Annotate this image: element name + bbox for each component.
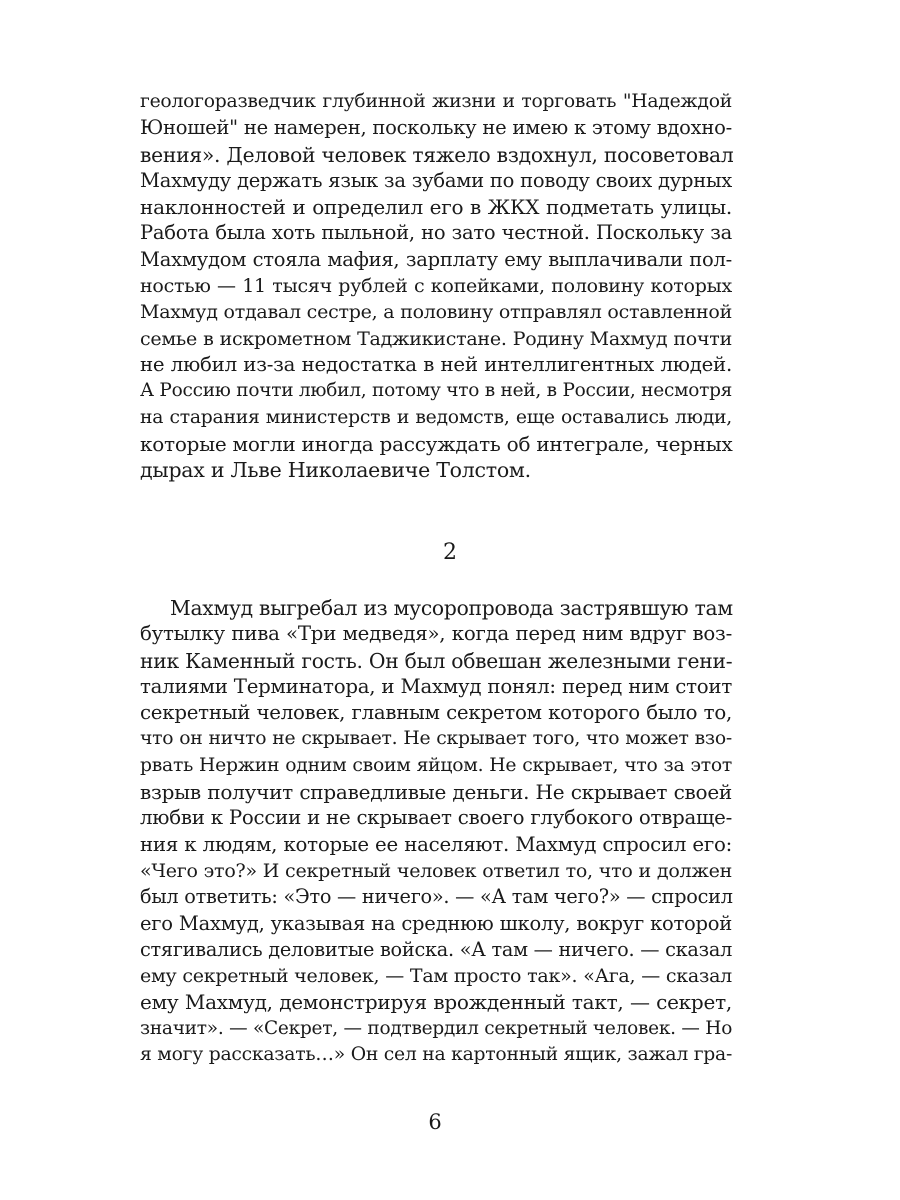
page-number: 6 <box>428 1110 442 1134</box>
paragraph-1 <box>140 89 732 483</box>
text-line: которые могли иногда рассуждать об интеграле, черных <box>140 431 733 456</box>
text-line: я могу рассказать…» Он сел на картонный ящик, зажал гра- <box>140 1044 733 1066</box>
text-line: Махмуд отдавал сестре, а половину отправлял оставленной <box>140 301 732 324</box>
text-line: Махмуду держать язык за зубами по поводу своих дурных <box>140 168 732 192</box>
text-line: его Махмуд, указывая на среднюю школу, вокруг которой <box>140 911 732 935</box>
text-line: Махмуд выгребал из мусоропровода застрявшую там <box>170 596 733 620</box>
paragraph-2 <box>140 595 732 1068</box>
text-line: А Россию почти любил, потому что в ней, в России, несмотря <box>140 380 733 402</box>
text-line: ему секретный человек, — Там просто так». «Ага, — сказал <box>140 965 732 988</box>
text-line: любви к России и не скрывает своего глубокого отвраще- <box>140 806 732 830</box>
text-line: ник Каменный гость. Он был обвешан железными гени- <box>140 648 733 673</box>
text-line: был ответить: «Это — ничего». — «А там чего?» — спросил <box>140 885 733 909</box>
text-line: что он ничто не скрывает. Не скрывает того, что может взо- <box>140 728 732 750</box>
text-line: «Чего это?» И секретный человек ответил то, что и должен <box>140 859 732 882</box>
text-line: семье в искрометном Таджикистане. Родину Махмуд почти <box>140 327 732 350</box>
text-line: Махмудом стояла мафия, зарплату ему выплачивали пол- <box>140 247 732 271</box>
text-line: не любил из-за недостатка в ней интеллигентных людей. <box>140 352 732 376</box>
text-line: Работа была хоть пыльной, но зато честной. Поскольку за <box>140 221 732 245</box>
text-line: значит». — «Секрет, — подтвердил секретный человек. — Но <box>140 1017 733 1039</box>
text-line: геологоразведчик глубинной жизни и торговать "Надеждой <box>140 91 732 112</box>
text-line: вения». Деловой человек тяжело вздохнул, посоветовал <box>140 142 734 167</box>
text-line: на старания министерств и ведомств, еще оставались люди, <box>140 406 732 428</box>
text-line: наклонностей и определил его в ЖКХ подметать улицы. <box>140 195 732 220</box>
text-line: ему Махмуд, демонстрируя врожденный такт, — секрет, <box>140 990 732 1015</box>
section-number: 2 <box>443 540 457 565</box>
text-line: дырах и Льве Николаевиче Толстом. <box>140 458 531 483</box>
text-line: Юношей" не намерен, поскольку не имею к этому вдохно- <box>140 116 732 140</box>
text-line: бутылку пива «Три медведя», когда перед ним вдруг воз- <box>140 622 732 646</box>
text-line: стягивались деловитые войска. «А там — ничего. — сказал <box>140 937 733 961</box>
text-line: талиями Терминатора, и Махмуд понял: перед ним стоит <box>140 674 732 698</box>
text-line: секретный человек, главным секретом которого было то, <box>140 701 732 725</box>
text-line: ния к людям, которые ее населяют. Махмуд спросил его: <box>140 832 732 856</box>
text-line: взрыв получит справедливые деньги. Не скрывает своей <box>140 780 732 805</box>
text-line: ностью — 11 тысяч рублей с копейками, половину которых <box>140 275 732 298</box>
text-line: рвать Нержин одним своим яйцом. Не скрывает, что за этот <box>140 754 732 776</box>
